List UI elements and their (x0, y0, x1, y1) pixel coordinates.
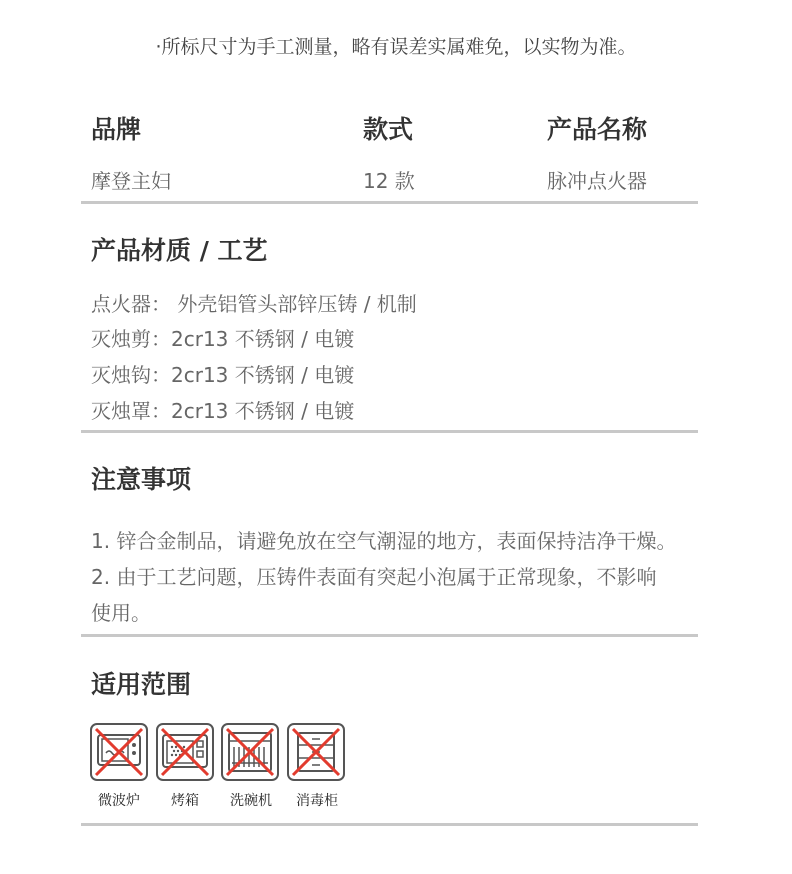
material-title: 产品材质 / 工艺 (91, 236, 268, 265)
material-line: 灭烛剪：2cr13 不锈钢 / 电镀 (91, 327, 355, 351)
scope-label: 微波炉 (98, 793, 140, 809)
oven-icon (156, 723, 214, 781)
divider (81, 430, 698, 433)
divider (81, 634, 698, 637)
measurement-note: ·所标尺寸为手工测量，略有误差实属难免，以实物为准。 (155, 36, 637, 58)
material-line: 灭烛钩：2cr13 不锈钢 / 电镀 (91, 363, 355, 387)
divider (81, 823, 698, 826)
scope-label: 消毒柜 (296, 793, 338, 809)
material-line: 灭烛罩：2cr13 不锈钢 / 电镀 (91, 399, 355, 423)
notice-title: 注意事项 (91, 465, 192, 494)
notice-line: 2. 由于工艺问题，压铸件表面有突起小泡属于正常现象，不影响 (91, 565, 657, 589)
microwave-icon (90, 723, 148, 781)
brand-value: 摩登主妇 (91, 169, 171, 193)
style-value: 12 款 (363, 169, 415, 193)
brand-heading: 品牌 (91, 115, 142, 144)
style-heading: 款式 (363, 115, 414, 144)
product-name-heading: 产品名称 (547, 115, 648, 144)
material-line: 点火器： 外壳铝管头部锌压铸 / 机制 (91, 292, 417, 316)
scope-label: 洗碗机 (230, 793, 272, 809)
sterilizer-cabinet-icon (287, 723, 345, 781)
dishwasher-icon (221, 723, 279, 781)
notice-line: 使用。 (91, 601, 151, 625)
divider (81, 201, 698, 204)
product-name-value: 脉冲点火器 (547, 169, 647, 193)
scope-label: 烤箱 (171, 793, 199, 809)
scope-title: 适用范围 (91, 670, 192, 699)
notice-line: 1. 锌合金制品，请避免放在空气潮湿的地方，表面保持洁净干燥。 (91, 529, 677, 553)
